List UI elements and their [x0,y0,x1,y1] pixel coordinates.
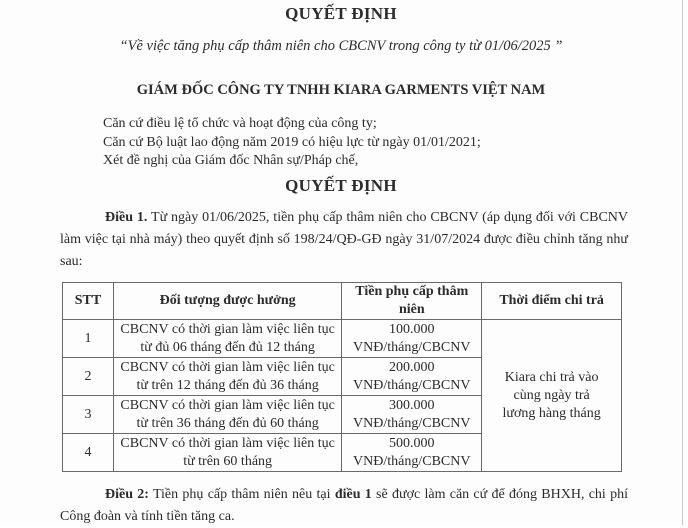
cell-amount [342,396,482,434]
basis-line: Căn cứ điều lệ tổ chức và hoạt động của công ty; [103,116,377,131]
amount-unit: VNĐ/tháng/CBCNV [353,339,471,355]
cell-amount [342,434,482,472]
document-subtitle: “Về việc tăng phụ cấp thâm niên cho CBCNV trong công ty từ 01/06/2025 ” [119,38,563,54]
article-2 [60,484,628,528]
cell-amount [342,358,482,396]
legal-basis [103,115,481,171]
cell-target: CBCNV có thời gian làm việc liên tục từ trên 60 tháng [113,434,341,472]
cell-stt: 4 [63,434,114,472]
document-title: QUYẾT ĐỊNH [285,4,397,23]
cell-amount [342,320,482,358]
article-2-label: Điều 2: [105,487,149,502]
decision-heading: QUYẾT ĐỊNH [285,176,397,195]
cell-stt: 2 [63,358,114,396]
header-stt: STT [63,283,114,320]
allowance-table [62,282,622,472]
amount-unit: VNĐ/tháng/CBCNV [353,453,471,469]
amount-value: 300.000 [389,397,435,413]
basis-line: Xét đề nghị của Giám đốc Nhân sự/Pháp chế, [103,153,359,168]
article-1-label: Điều 1. [105,210,148,225]
header-amount: Tiền phụ cấp thâm niên [342,283,482,320]
article-2-text-end: sẽ được làm căn cứ để đóng BHXH, chi phí Công đoàn và tính tiền tăng ca. [60,487,628,524]
cell-target: CBCNV có thời gian làm việc liên tục từ trên 36 tháng đến đủ 60 tháng [113,396,341,434]
cell-stt: 3 [63,396,114,434]
header-target: Đối tượng được hưởng [113,283,341,320]
amount-unit: VNĐ/tháng/CBCNV [353,415,471,431]
header-payment-time: Thời điểm chi trả [482,283,622,320]
amount-value: 500.000 [389,435,435,451]
article-2-ref: điều 1 [334,487,372,502]
issuer-heading: GIÁM ĐỐC CÔNG TY TNHH KIARA GARMENTS VIỆT NAM [136,82,546,98]
article-1 [60,207,628,273]
cell-payment-time: Kiara chi trả vào cùng ngày trả lương hàng tháng [482,320,622,472]
article-2-text: Tiền phụ cấp thâm niên nêu tại [148,487,335,502]
article-1-text: Từ ngày 01/06/2025, tiền phụ cấp thâm niên cho CBCNV (áp dụng đối với CBCNV làm việc tại nhà máy) theo quyết định số 198/24/QĐ-GĐ ngày 31/07/2024 được điều chỉnh tăng như sau: [60,210,629,269]
cell-target: CBCNV có thời gian làm việc liên tục từ trên 12 tháng đến đủ 36 tháng [113,358,341,396]
amount-value: 200.000 [389,359,435,375]
cell-stt: 1 [63,320,114,358]
table-header-row [63,283,622,320]
amount-value: 100.000 [389,321,435,337]
table-row [63,320,622,358]
basis-line: Căn cứ Bộ luật lao động năm 2019 có hiệu lực từ ngày 01/01/2021; [103,134,481,150]
cell-target: CBCNV có thời gian làm việc liên tục từ đủ 06 tháng đến đủ 12 tháng [113,320,341,358]
amount-unit: VNĐ/tháng/CBCNV [353,377,471,393]
